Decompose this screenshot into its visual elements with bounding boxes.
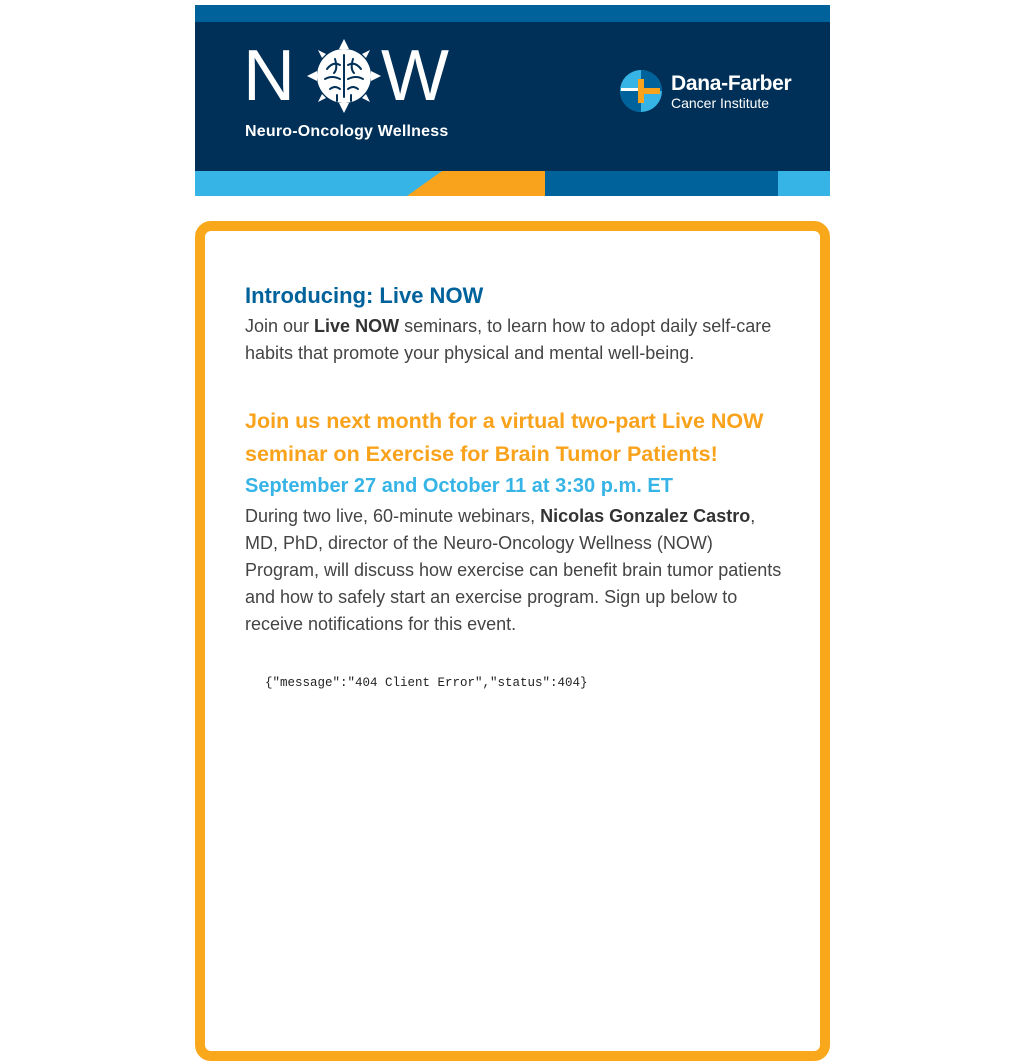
header-bottom-stripe: [195, 171, 830, 196]
now-logo-subtitle: Neuro-Oncology Wellness: [245, 123, 449, 140]
intro-text-end: seminars, to learn how to adopt daily self-care habits that promote your physical and mental well-being.: [245, 316, 772, 363]
intro-text-bold: Live NOW: [314, 316, 400, 336]
dana-farber-cross-icon: [619, 69, 663, 113]
intro-paragraph: [245, 313, 785, 367]
event-date: September 27 and October 11 at 3:30 p.m. ET: [245, 475, 673, 497]
stripe-right-light-blue-segment: [778, 171, 830, 196]
now-logo: [243, 37, 463, 117]
event-headline: Join us next month for a virtual two-part Live NOW seminar on Exercise for Brain Tumor Patients!: [245, 409, 764, 466]
now-logo-letter-n: N: [243, 36, 295, 116]
embed-error-message: {"message":"404 Client Error","status":404}: [265, 676, 588, 690]
brain-compass-icon: [307, 39, 381, 113]
event-text-start: During two live, 60-minute webinars,: [245, 506, 541, 526]
card-content: [245, 281, 785, 692]
intro-text-start: Join our: [245, 316, 315, 336]
content-card: [195, 221, 830, 1061]
dana-farber-logo: [619, 69, 809, 115]
now-logo-letter-w: W: [381, 36, 449, 116]
header-top-stripe: [195, 5, 830, 22]
event-text-end: , MD, PhD, director of the Neuro-Oncology Wellness (NOW) Program, will discuss how exercise can benefit brain tumor patients and how to safely start an exercise program. Sign up below to receive notifications for this event.: [245, 506, 782, 634]
dana-farber-name: Dana-Farber: [671, 72, 792, 95]
stripe-blue-segment: [545, 171, 778, 196]
intro-title: Introducing: Live NOW: [245, 283, 484, 308]
event-text-bold: Nicolas Gonzalez Castro: [540, 506, 751, 526]
email-header-banner: [195, 5, 830, 196]
dana-farber-subname: Cancer Institute: [671, 95, 770, 111]
event-paragraph: [245, 503, 785, 638]
